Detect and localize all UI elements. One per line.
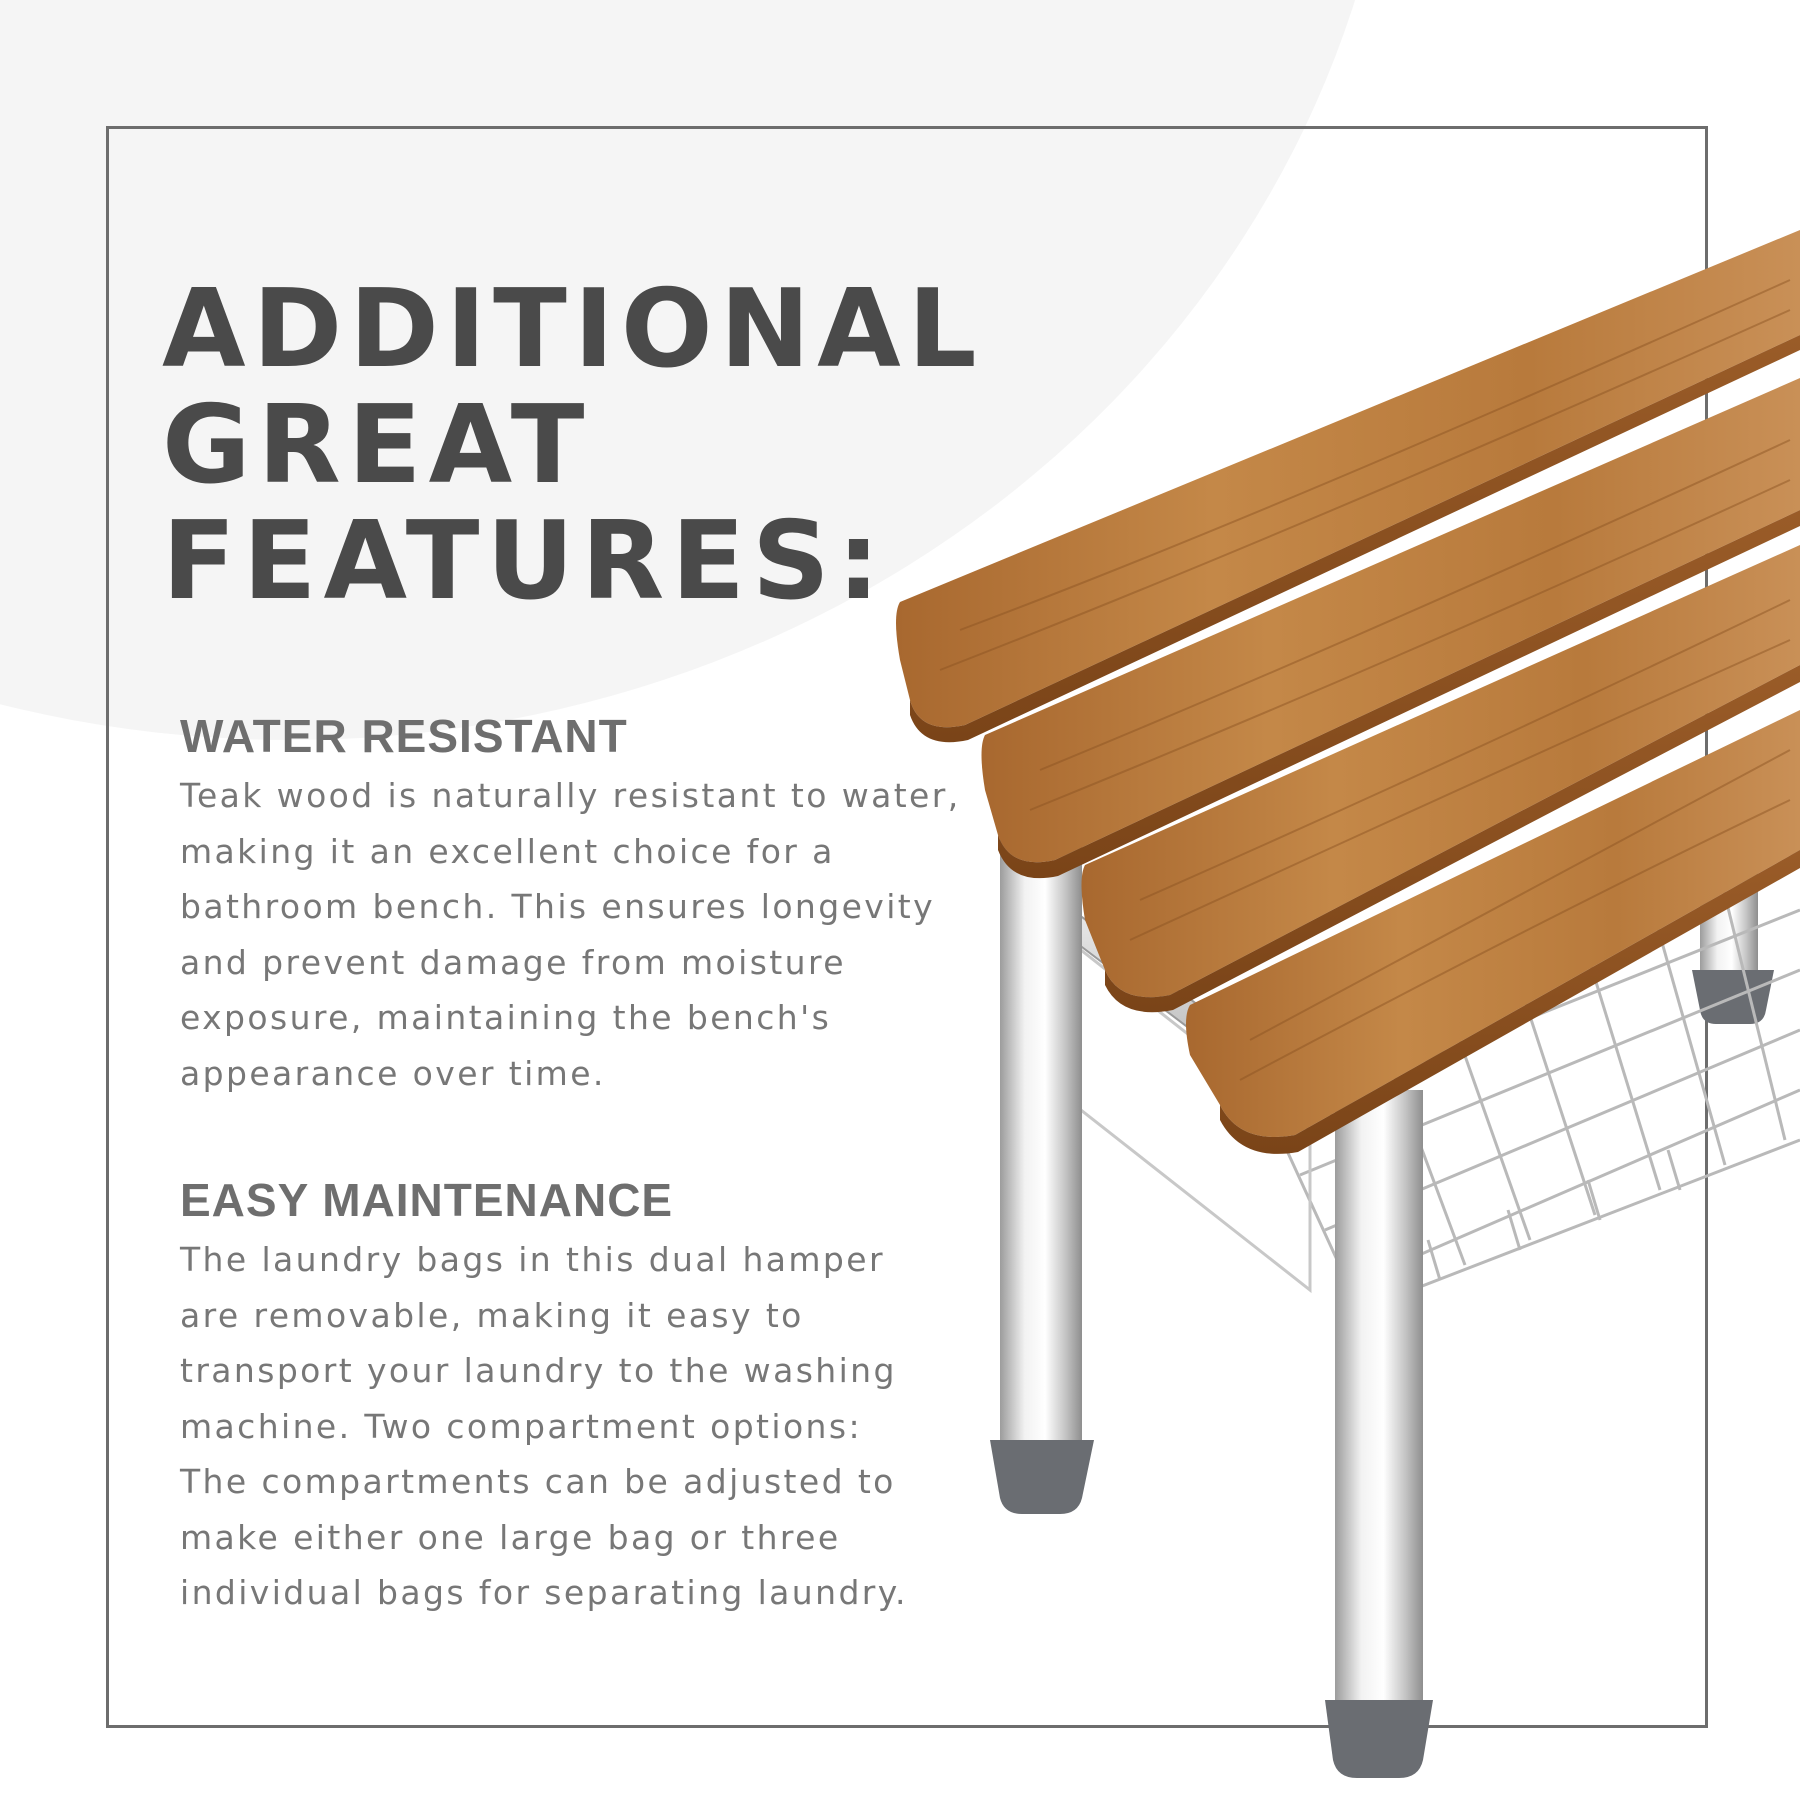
feature-description-line: are removable, making it easy to: [180, 1295, 804, 1335]
headline-line: ADDITIONAL: [162, 267, 984, 392]
feature-title: EASY MAINTENANCE: [180, 1174, 674, 1226]
feature-water-resistant: [180, 708, 961, 1101]
feature-description-line: bathroom bench. This ensures longevity: [180, 887, 936, 926]
feature-description-line: exposure, maintaining the bench's: [180, 998, 832, 1037]
feature-easy-maintenance: [180, 1172, 940, 1621]
feature-description-line: machine. Two compartment options:: [180, 1406, 862, 1446]
headline-line: GREAT: [162, 383, 592, 508]
feature-description: [180, 768, 961, 1101]
feature-description-line: individual bags for separating laundry.: [180, 1573, 908, 1612]
teak-bench-illustration: [880, 210, 1800, 1800]
headline: [162, 267, 984, 624]
feature-description-line: making it an excellent choice for a: [180, 831, 835, 871]
front-right-leg: [1325, 1090, 1433, 1778]
feature-description-line: Teak wood is naturally resistant to water,: [180, 776, 961, 815]
feature-description: [180, 1232, 940, 1621]
feature-description-line: and prevent damage from moisture: [180, 942, 846, 982]
leg-foot: [990, 1440, 1094, 1514]
feature-description-line: appearance over time.: [180, 1053, 606, 1093]
feature-description-line: The compartments can be adjusted to: [180, 1462, 896, 1501]
feature-description-line: The laundry bags in this dual hamper: [180, 1240, 885, 1279]
leg-foot: [1325, 1700, 1433, 1778]
headline-line: FEATURES:: [162, 499, 888, 624]
feature-title: WATER RESISTANT: [180, 710, 628, 762]
feature-description-line: make either one large bag or three: [180, 1517, 841, 1557]
feature-description-line: transport your laundry to the washing: [180, 1351, 897, 1390]
front-left-leg: [990, 770, 1094, 1514]
